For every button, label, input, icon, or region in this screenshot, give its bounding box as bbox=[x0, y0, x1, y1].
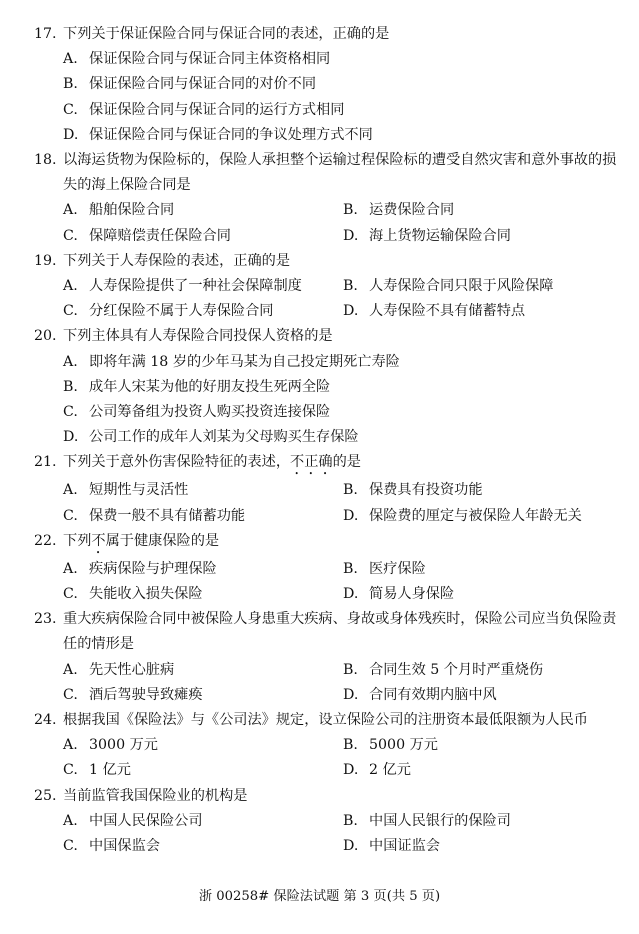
option-b bbox=[343, 274, 619, 299]
question-stem bbox=[34, 784, 619, 809]
stem-part: 下列关于意外伤害保险特征的表述， bbox=[63, 454, 291, 471]
stem-part: 属于健康保险的是 bbox=[105, 532, 220, 549]
option-letter: D. bbox=[63, 126, 79, 143]
option-text: 保险费的厘定与被保险人年龄无关 bbox=[369, 507, 582, 524]
question-number: 23. bbox=[34, 611, 57, 628]
option-letter: A. bbox=[63, 353, 78, 370]
option-text: 人寿保险提供了一种社会保障制度 bbox=[89, 278, 302, 295]
option-a bbox=[63, 557, 343, 582]
question-number: 19. bbox=[34, 252, 57, 269]
question-stem bbox=[34, 708, 619, 733]
option-b bbox=[343, 733, 619, 758]
option-text: 公司筹备组为投资人购买投资连接保险 bbox=[89, 404, 331, 421]
question-number: 17. bbox=[34, 26, 57, 42]
option-letter: A. bbox=[63, 482, 78, 499]
option-letter: D. bbox=[343, 838, 359, 855]
option-text: 保证保险合同与保证合同主体资格相同 bbox=[89, 51, 331, 68]
option-b bbox=[63, 375, 619, 400]
option-letter: C. bbox=[63, 586, 78, 603]
option-letter: A. bbox=[63, 202, 78, 219]
question-text: 当前监管我国保险业的机构是 bbox=[63, 787, 248, 804]
option-text: 5000 万元 bbox=[369, 737, 438, 754]
option-d bbox=[343, 834, 619, 859]
option-letter: B. bbox=[343, 482, 358, 499]
option-text: 保证保险合同与保证合同的运行方式相同 bbox=[89, 101, 345, 118]
stem-part: 下列 bbox=[63, 532, 92, 549]
option-text: 保费一般不具有储蓄功能 bbox=[89, 507, 246, 524]
option-letter: C. bbox=[63, 404, 78, 421]
option-c bbox=[63, 299, 343, 324]
option-letter: D. bbox=[343, 686, 359, 703]
option-letter: A. bbox=[63, 51, 78, 68]
option-a bbox=[63, 658, 343, 683]
option-d bbox=[343, 683, 619, 708]
question-21 bbox=[34, 450, 619, 528]
option-letter: C. bbox=[63, 838, 78, 855]
option-text: 短期性与灵活性 bbox=[89, 482, 189, 499]
option-letter: D. bbox=[343, 227, 359, 244]
emphasized-negation: 不 bbox=[91, 532, 106, 549]
option-text: 中国人民银行的保险司 bbox=[369, 812, 511, 829]
option-c bbox=[63, 582, 343, 607]
option-text: 海上货物运输保险合同 bbox=[369, 227, 511, 244]
option-text: 中国证监会 bbox=[369, 838, 440, 855]
option-a bbox=[63, 350, 619, 375]
option-text: 先天性心脏病 bbox=[89, 661, 175, 678]
option-letter: B. bbox=[343, 661, 358, 678]
option-letter: B. bbox=[343, 560, 358, 577]
option-letter: D. bbox=[343, 586, 359, 603]
option-letter: B. bbox=[63, 76, 78, 93]
question-24 bbox=[34, 708, 619, 784]
option-d bbox=[63, 425, 619, 450]
option-letter: A. bbox=[63, 560, 78, 577]
option-letter: C. bbox=[63, 227, 78, 244]
option-letter: D. bbox=[343, 507, 359, 524]
option-letter: D. bbox=[343, 303, 359, 320]
option-text: 保费具有投资功能 bbox=[369, 482, 483, 499]
question-stem bbox=[34, 450, 619, 478]
question-25 bbox=[34, 784, 619, 860]
option-letter: C. bbox=[63, 303, 78, 320]
options-list bbox=[34, 274, 619, 324]
options-list bbox=[34, 733, 619, 783]
option-text: 合同生效 5 个月时严重烧伤 bbox=[369, 661, 544, 678]
option-text: 合同有效期内脑中风 bbox=[369, 686, 497, 703]
emphasized-negation: 不正确 bbox=[290, 454, 333, 471]
option-text: 1 亿元 bbox=[89, 762, 131, 779]
question-list bbox=[34, 22, 619, 859]
option-text: 简易人身保险 bbox=[369, 586, 455, 603]
option-a bbox=[63, 478, 343, 503]
option-d bbox=[63, 123, 619, 148]
question-text: 重大疾病保险合同中被保险人身患重大疾病、身故或身体残疾时，保险公司应当负保险责任的情形是 bbox=[63, 611, 617, 653]
stem-part: 的是 bbox=[332, 454, 361, 471]
option-c bbox=[63, 504, 343, 529]
question-stem bbox=[34, 148, 619, 198]
question-number: 25. bbox=[34, 787, 57, 804]
question-18 bbox=[34, 148, 619, 249]
option-text: 人寿保险不具有储蓄特点 bbox=[369, 303, 526, 320]
options-list bbox=[34, 809, 619, 859]
question-text: 以海运货物为保险标的，保险人承担整个运输过程保险标的遭受自然灾害和意外事故的损失的海上保险合同是 bbox=[63, 152, 617, 194]
option-c bbox=[63, 98, 619, 123]
option-d bbox=[343, 504, 619, 529]
question-stem bbox=[34, 249, 619, 274]
options-list bbox=[34, 658, 619, 708]
question-text: 下列关于保证保险合同与保证合同的表述，正确的是 bbox=[63, 26, 390, 42]
question-stem bbox=[34, 607, 619, 657]
option-text: 保证保险合同与保证合同的对价不同 bbox=[89, 76, 317, 93]
question-number: 18. bbox=[34, 152, 57, 169]
option-text: 中国人民保险公司 bbox=[89, 812, 203, 829]
question-text bbox=[63, 450, 619, 478]
options-list bbox=[34, 47, 619, 148]
question-stem bbox=[34, 529, 619, 557]
option-b bbox=[63, 72, 619, 97]
option-a bbox=[63, 198, 343, 223]
option-text: 3000 万元 bbox=[89, 737, 158, 754]
option-text: 人寿保险合同只限于风险保障 bbox=[369, 278, 554, 295]
option-b bbox=[343, 478, 619, 503]
option-a bbox=[63, 274, 343, 299]
option-text: 中国保监会 bbox=[89, 838, 160, 855]
option-letter: B. bbox=[343, 812, 358, 829]
option-text: 公司工作的成年人刘某为父母购买生存保险 bbox=[89, 429, 359, 446]
question-number: 24. bbox=[34, 712, 57, 729]
option-d bbox=[343, 224, 619, 249]
question-stem bbox=[34, 22, 619, 47]
question-number: 22. bbox=[34, 532, 57, 549]
option-c bbox=[63, 834, 343, 859]
option-letter: A. bbox=[63, 737, 78, 754]
question-text bbox=[63, 529, 619, 557]
option-b bbox=[343, 809, 619, 834]
option-letter: B. bbox=[63, 378, 78, 395]
option-letter: B. bbox=[343, 737, 358, 754]
option-letter: B. bbox=[343, 278, 358, 295]
question-text: 下列主体具有人寿保险合同投保人资格的是 bbox=[63, 328, 333, 345]
question-number: 20. bbox=[34, 328, 57, 345]
option-c bbox=[63, 758, 343, 783]
option-letter: A. bbox=[63, 278, 78, 295]
option-text: 运费保险合同 bbox=[369, 202, 455, 219]
option-text: 酒后驾驶导致瘫痪 bbox=[89, 686, 203, 703]
option-b bbox=[343, 658, 619, 683]
option-d bbox=[343, 299, 619, 324]
question-stem bbox=[34, 324, 619, 349]
option-letter: B. bbox=[343, 202, 358, 219]
option-a bbox=[63, 733, 343, 758]
option-b bbox=[343, 557, 619, 582]
option-letter: D. bbox=[63, 429, 79, 446]
option-letter: C. bbox=[63, 762, 78, 779]
option-text: 船舶保险合同 bbox=[89, 202, 175, 219]
option-letter: D. bbox=[343, 762, 359, 779]
question-23 bbox=[34, 607, 619, 708]
option-text: 即将年满 18 岁的少年马某为自己投定期死亡寿险 bbox=[89, 353, 400, 370]
option-text: 保障赔偿责任保险合同 bbox=[89, 227, 231, 244]
option-d bbox=[343, 758, 619, 783]
option-a bbox=[63, 47, 619, 72]
option-letter: C. bbox=[63, 686, 78, 703]
question-22 bbox=[34, 529, 619, 607]
question-text: 下列关于人寿保险的表述，正确的是 bbox=[63, 252, 291, 269]
option-letter: A. bbox=[63, 661, 78, 678]
question-19 bbox=[34, 249, 619, 325]
options-list bbox=[34, 350, 619, 451]
option-c bbox=[63, 224, 343, 249]
option-letter: C. bbox=[63, 101, 78, 118]
option-letter: A. bbox=[63, 812, 78, 829]
question-text: 根据我国《保险法》与《公司法》规定，设立保险公司的注册资本最低限额为人民币 bbox=[63, 712, 588, 729]
question-20 bbox=[34, 324, 619, 450]
option-letter: C. bbox=[63, 507, 78, 524]
option-c bbox=[63, 400, 619, 425]
option-b bbox=[343, 198, 619, 223]
option-text: 疾病保险与护理保险 bbox=[89, 560, 217, 577]
options-list bbox=[34, 557, 619, 607]
option-text: 成年人宋某为他的好朋友投生死两全险 bbox=[89, 378, 331, 395]
options-list bbox=[34, 478, 619, 528]
question-number: 21. bbox=[34, 454, 57, 471]
question-17 bbox=[34, 22, 619, 148]
options-list bbox=[34, 198, 619, 248]
option-a bbox=[63, 809, 343, 834]
option-c bbox=[63, 683, 343, 708]
option-text: 医疗保险 bbox=[369, 560, 426, 577]
option-text: 保证保险合同与保证合同的争议处理方式不同 bbox=[89, 126, 373, 143]
page-footer: 浙 00258# 保险法试题 第 3 页(共 5 页) bbox=[198, 889, 441, 904]
option-d bbox=[343, 582, 619, 607]
option-text: 分红保险不属于人寿保险合同 bbox=[89, 303, 274, 320]
option-text: 2 亿元 bbox=[369, 762, 411, 779]
option-text: 失能收入损失保险 bbox=[89, 586, 203, 603]
